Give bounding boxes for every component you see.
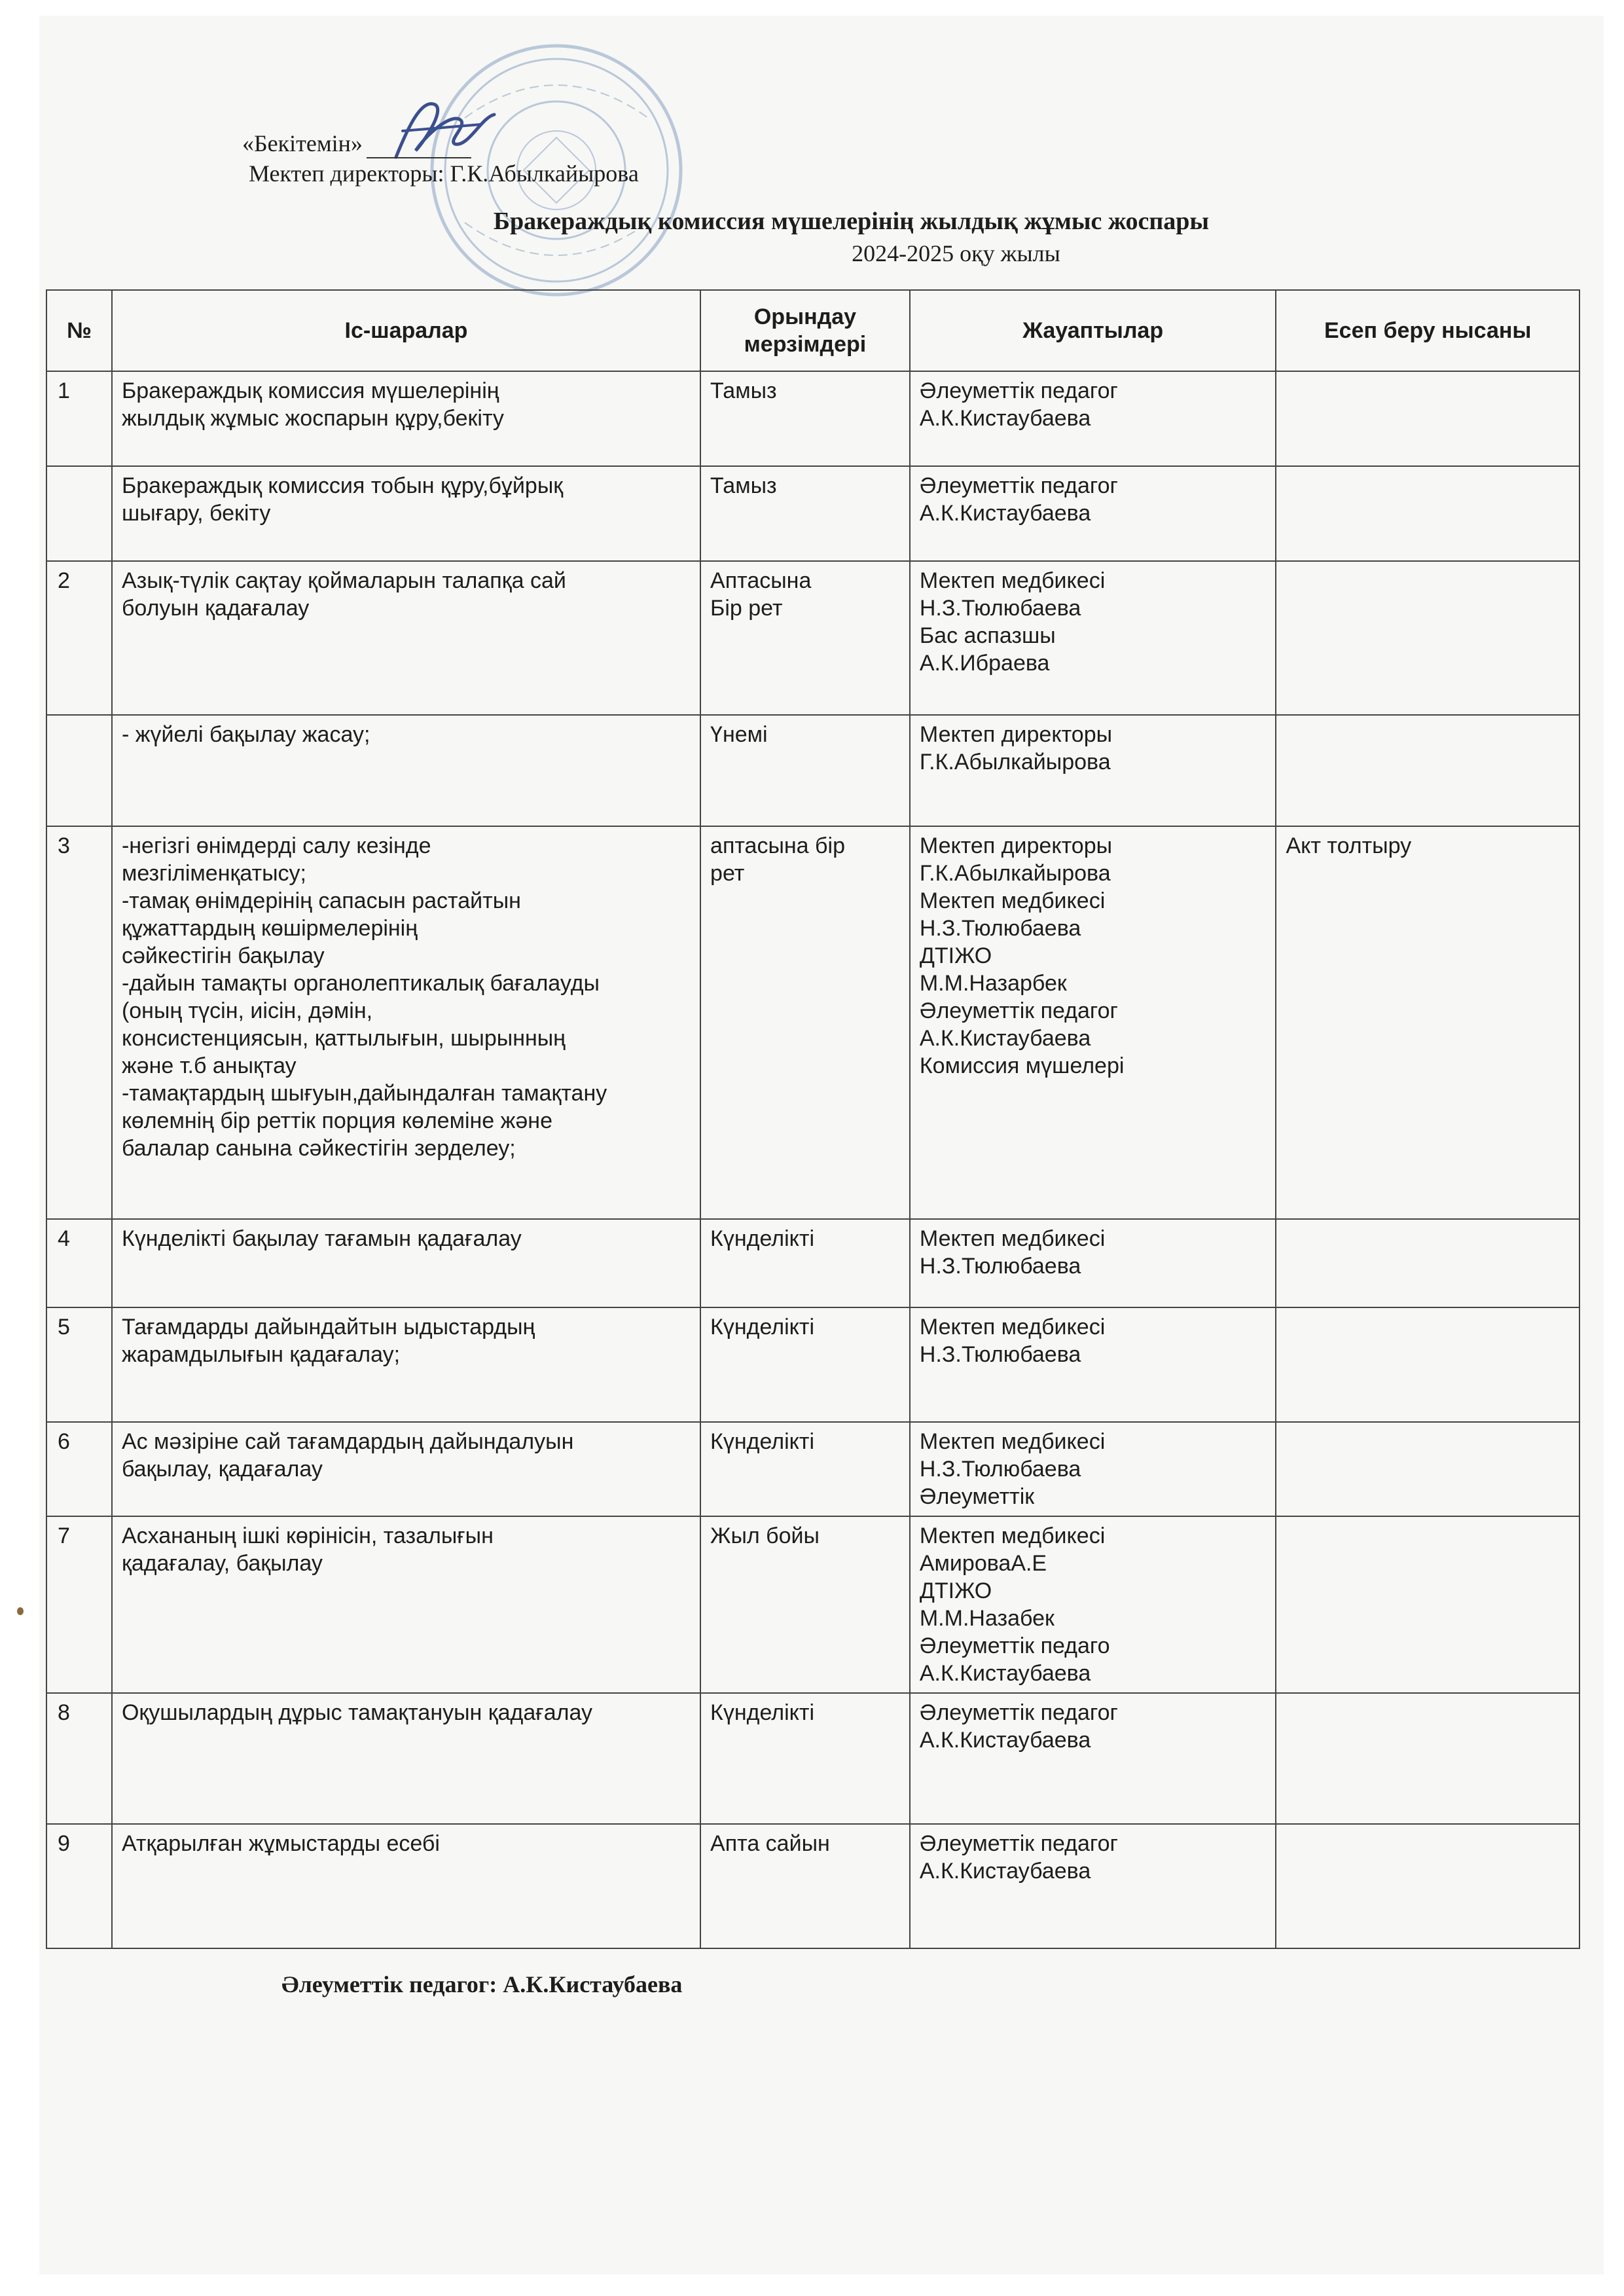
responsible-cell: Әлеуметтік педагог А.К.Кистаубаева (910, 371, 1276, 466)
responsible-cell: Мектеп медбикесі Н.З.Тюлюбаева (910, 1307, 1276, 1422)
responsible-cell: Мектеп директоры Г.К.Абылкайырова (910, 715, 1276, 826)
deadline-cell: Аптасына Бір рет (700, 561, 910, 715)
responsible-cell: Мектеп директоры Г.К.Абылкайырова Мектеп медбикесі Н.З.Тюлюбаева ДТІЖО М.М.Назарбек Әлеуметтік педагог А.К.Кистаубаева Комиссия мүшелері (910, 826, 1276, 1219)
scan-speck (17, 1607, 24, 1615)
col-number-header: № (46, 290, 112, 371)
report-cell (1276, 1693, 1579, 1824)
activity-cell: Тағамдарды дайындайтын ыдыстардың жарамдылығын қадағалау; (112, 1307, 700, 1422)
activity-cell: Атқарылған жұмыстарды есебі (112, 1824, 700, 1948)
col-deadline-header: Орындау мерзімдері (700, 290, 910, 371)
table-row (46, 826, 1579, 1219)
director-line: Мектеп директоры: Г.К.Абылкайырова (249, 160, 639, 187)
activity-cell: - жүйелі бақылау жасау; (112, 715, 700, 826)
row-number: 3 (46, 826, 112, 1219)
work-plan-table (46, 289, 1580, 1949)
activity-cell: Күнделікті бақылау тағамын қадағалау (112, 1219, 700, 1307)
responsible-cell: Мектеп медбикесі Н.З.Тюлюбаева Бас аспазшы А.К.Ибраева (910, 561, 1276, 715)
col-report-header: Есеп беру нысаны (1276, 290, 1579, 371)
responsible-cell: Мектеп медбикесі Н.З.Тюлюбаева Әлеуметтік (910, 1422, 1276, 1516)
row-number (46, 715, 112, 826)
table-row (46, 1307, 1579, 1422)
responsible-cell: Әлеуметтік педагог А.К.Кистаубаева (910, 1824, 1276, 1948)
responsible-cell: Әлеуметтік педагог А.К.Кистаубаева (910, 466, 1276, 561)
table-row (46, 1693, 1579, 1824)
signature-line (367, 137, 471, 158)
approval-block (242, 128, 639, 189)
report-cell (1276, 466, 1579, 561)
responsible-cell: Мектеп медбикесі АмироваА.Е ДТІЖО М.М.Назабек Әлеуметтік педаго А.К.Кистаубаева (910, 1516, 1276, 1693)
activity-cell: Бракераждық комиссия тобын құру,бұйрық шығару, бекіту (112, 466, 700, 561)
report-cell (1276, 1516, 1579, 1693)
activity-cell: Бракераждық комиссия мүшелерінің жылдық жұмыс жоспарын құру,бекіту (112, 371, 700, 466)
report-cell (1276, 561, 1579, 715)
table-row (46, 715, 1579, 826)
table-row (46, 561, 1579, 715)
responsible-cell: Мектеп медбикесі Н.З.Тюлюбаева (910, 1219, 1276, 1307)
approve-label: «Бекітемін» (242, 130, 363, 156)
row-number: 9 (46, 1824, 112, 1948)
deadline-cell: Күнделікті (700, 1693, 910, 1824)
row-number: 8 (46, 1693, 112, 1824)
report-cell (1276, 1219, 1579, 1307)
deadline-cell: Күнделікті (700, 1307, 910, 1422)
table-row (46, 1824, 1579, 1948)
responsible-cell: Әлеуметтік педагог А.К.Кистаубаева (910, 1693, 1276, 1824)
report-cell (1276, 371, 1579, 466)
deadline-cell: аптасына бір рет (700, 826, 910, 1219)
row-number: 7 (46, 1516, 112, 1693)
activity-cell: Асхананың ішкі көрінісін, тазалығын қадағалау, бақылау (112, 1516, 700, 1693)
deadline-cell: Тамыз (700, 466, 910, 561)
document-title: Бракераждық комиссия мүшелерінің жылдық жұмыс жоспары (493, 208, 1210, 235)
deadline-cell: Апта сайын (700, 1824, 910, 1948)
deadline-cell: Жыл бойы (700, 1516, 910, 1693)
deadline-cell: Үнемі (700, 715, 910, 826)
row-number: 2 (46, 561, 112, 715)
row-number: 4 (46, 1219, 112, 1307)
report-cell (1276, 1824, 1579, 1948)
report-cell: Акт толтыру (1276, 826, 1579, 1219)
table-row (46, 466, 1579, 561)
table-row (46, 1219, 1579, 1307)
table-row (46, 1516, 1579, 1693)
report-cell (1276, 715, 1579, 826)
report-cell (1276, 1307, 1579, 1422)
activity-cell: Азық-түлік сақтау қоймаларын талапқа сай болуын қадағалау (112, 561, 700, 715)
footer-signatory: Әлеуметтік педагог: А.К.Кистаубаева (281, 1971, 683, 1997)
activity-cell: Ас мәзіріне сай тағамдардың дайындалуын бақылау, қадағалау (112, 1422, 700, 1516)
report-cell (1276, 1422, 1579, 1516)
col-activity-header: Іс-шаралар (112, 290, 700, 371)
activity-cell: -негізгі өнімдерді салу кезінде мезгіліменқатысу; -тамақ өнімдерінің сапасын растайтын құжаттардың көшірмелерінің сәйкестігін бақылау -дайын тамақты органолептикалық бағалауды (оның түсін, иісін, дәмін, консистенциясын, қаттылығын, шырынның және т.б анықтау -тамақтардың шығуын,дайындалған тамақтану көлемнің бір реттік порция көлеміне және балалар санына сәйкестігін зерделеу; (112, 826, 700, 1219)
deadline-cell: Күнделікті (700, 1219, 910, 1307)
academic-year: 2024-2025 оқу жылы (852, 240, 1060, 266)
row-number: 5 (46, 1307, 112, 1422)
deadline-cell: Күнделікті (700, 1422, 910, 1516)
deadline-cell: Тамыз (700, 371, 910, 466)
col-responsible-header: Жауаптылар (910, 290, 1276, 371)
table-row (46, 1422, 1579, 1516)
table-row (46, 371, 1579, 466)
row-number: 6 (46, 1422, 112, 1516)
row-number: 1 (46, 371, 112, 466)
row-number (46, 466, 112, 561)
activity-cell: Оқушылардың дұрыс тамақтануын қадағалау (112, 1693, 700, 1824)
table-header-row (46, 290, 1579, 371)
